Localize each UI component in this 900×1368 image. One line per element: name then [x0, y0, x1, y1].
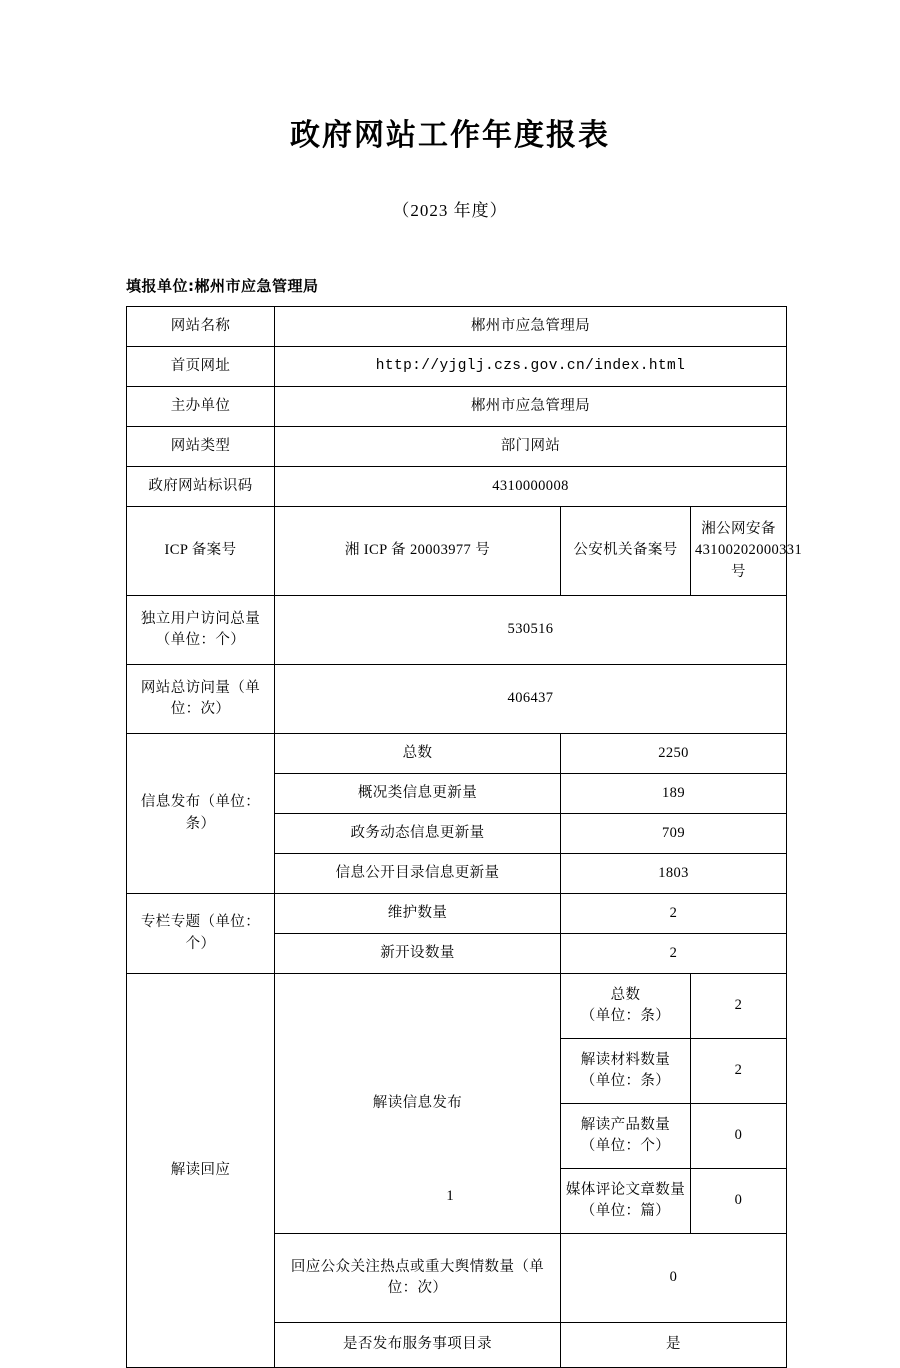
- info-publish-label: 信息发布（单位：条）: [127, 734, 275, 894]
- site-type-value: 部门网站: [275, 427, 787, 467]
- table-row: [127, 507, 787, 596]
- info-publish-item-value: 709: [561, 814, 787, 854]
- homepage-label: 首页网址: [127, 347, 275, 387]
- table-row: [127, 467, 787, 507]
- info-publish-item-label: 政务动态信息更新量: [275, 814, 561, 854]
- hotspot-response-label: 回应公众关注热点或重大舆情数量（单位：次）: [275, 1234, 561, 1323]
- annual-report-table: [126, 306, 803, 1368]
- table-row: [127, 307, 787, 347]
- total-visits-label: 网站总访问量（单位：次）: [127, 665, 275, 734]
- interpret-item-label-line1: 总数: [610, 986, 641, 1003]
- info-publish-item-label: 概况类信息更新量: [275, 774, 561, 814]
- table-row: [127, 734, 787, 774]
- service-catalog-label: 是否发布服务事项目录: [275, 1323, 561, 1368]
- interpret-item-label-line2: （单位：篇）: [580, 1203, 671, 1219]
- page-number: 1: [446, 1188, 454, 1204]
- info-publish-item-value: 189: [561, 774, 787, 814]
- page-title: 政府网站工作年度报表: [290, 118, 610, 153]
- total-visits-value: 406437: [275, 665, 787, 734]
- table-row: [127, 596, 787, 665]
- interpret-item-value: 0: [691, 1104, 787, 1169]
- hotspot-response-value: 0: [561, 1234, 787, 1323]
- host-unit-label: 主办单位: [127, 387, 275, 427]
- site-name-label: 网站名称: [127, 307, 275, 347]
- interpret-item-label: [561, 1039, 691, 1104]
- interpret-response-label: 解读回应: [127, 974, 275, 1368]
- interpret-item-value: 0: [691, 1169, 787, 1234]
- interpret-item-label-line1: 媒体评论文章数量: [565, 1181, 686, 1198]
- host-unit-value: 郴州市应急管理局: [275, 387, 787, 427]
- info-publish-item-label: 总数: [275, 734, 561, 774]
- police-record-label: 公安机关备案号: [561, 507, 691, 596]
- info-publish-item-value: 1803: [561, 854, 787, 894]
- homepage-value: http://yjglj.czs.gov.cn/index.html: [275, 347, 787, 387]
- icp-value: 湘 ICP 备 20003977 号: [275, 507, 561, 596]
- report-unit-line: 填报单位:郴州市应急管理局: [126, 277, 319, 295]
- interpret-item-label-line1: 解读材料数量: [580, 1051, 671, 1068]
- column-topic-label: 专栏专题（单位：个）: [127, 894, 275, 974]
- table-row: [127, 427, 787, 467]
- police-record-value: 湘公网安备 43100202000331 号: [691, 507, 787, 596]
- column-topic-item-label: 维护数量: [275, 894, 561, 934]
- site-code-label: 政府网站标识码: [127, 467, 275, 507]
- site-code-value: 4310000008: [275, 467, 787, 507]
- unique-visitors-label: 独立用户访问总量（单位：个）: [127, 596, 275, 665]
- interpret-item-label-line2: （单位：条）: [580, 1073, 671, 1089]
- table-row: [127, 387, 787, 427]
- table-row: [127, 347, 787, 387]
- table-row: [127, 894, 787, 934]
- interpret-item-label: [561, 1104, 691, 1169]
- interpret-item-label-line2: （单位：个）: [580, 1138, 671, 1154]
- service-catalog-value: 是: [561, 1323, 787, 1368]
- page-subtitle: （2023 年度）: [392, 201, 508, 220]
- interpret-item-label-line1: 解读产品数量: [580, 1116, 671, 1133]
- site-name-value: 郴州市应急管理局: [275, 307, 787, 347]
- interpret-item-label: [561, 974, 691, 1039]
- info-publish-item-value: 2250: [561, 734, 787, 774]
- interpret-item-value: 2: [691, 1039, 787, 1104]
- info-publish-item-label: 信息公开目录信息更新量: [275, 854, 561, 894]
- table-row: [127, 665, 787, 734]
- column-topic-item-value: 2: [561, 894, 787, 934]
- site-type-label: 网站类型: [127, 427, 275, 467]
- table-row: [127, 974, 787, 1039]
- unique-visitors-value: 530516: [275, 596, 787, 665]
- interpret-publish-label: 解读信息发布: [275, 974, 561, 1234]
- interpret-item-value: 2: [691, 974, 787, 1039]
- column-topic-item-value: 2: [561, 934, 787, 974]
- column-topic-item-label: 新开设数量: [275, 934, 561, 974]
- interpret-item-label-line2: （单位：条）: [580, 1008, 671, 1024]
- icp-label: ICP 备案号: [127, 507, 275, 596]
